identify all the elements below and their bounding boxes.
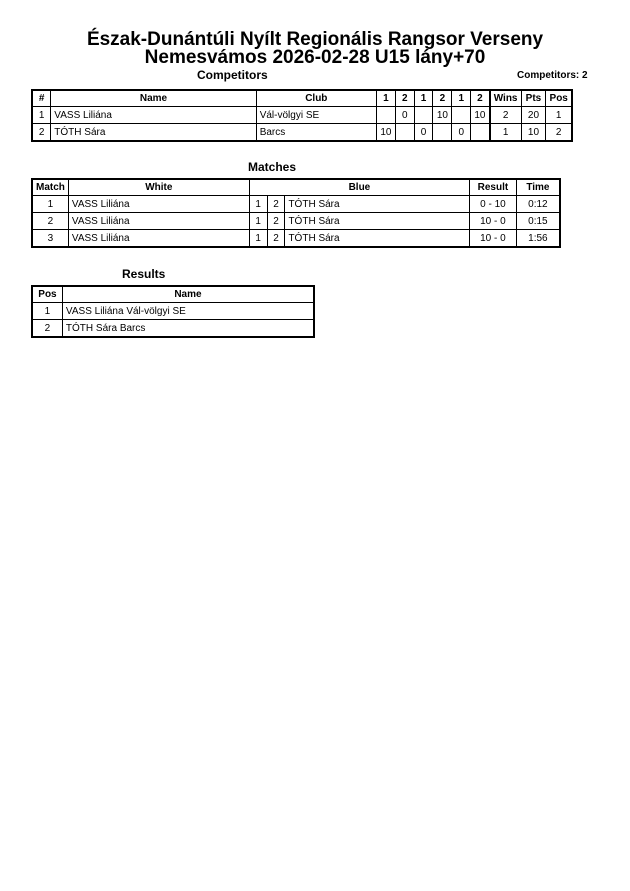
match-blue: TÓTH Sára bbox=[285, 230, 470, 248]
col-score-1a: 1 bbox=[376, 90, 395, 107]
competitors-header-row bbox=[32, 90, 572, 107]
col-club: Club bbox=[256, 90, 376, 107]
match-time: 1:56 bbox=[516, 230, 560, 248]
blue-number: 2 bbox=[267, 213, 285, 230]
col-result-name: Name bbox=[62, 286, 314, 303]
match-time: 0:15 bbox=[516, 213, 560, 230]
results-heading: Results bbox=[122, 267, 166, 281]
score-cell bbox=[452, 107, 471, 124]
match-time: 0:12 bbox=[516, 196, 560, 213]
score-cell bbox=[395, 124, 414, 142]
matches-header-row bbox=[32, 179, 560, 196]
results-table bbox=[31, 285, 315, 338]
competitor-pos: 1 bbox=[546, 107, 572, 124]
title-line-1: Észak-Dunántúli Nyílt Regionális Rangsor Verseny bbox=[86, 29, 544, 50]
competitor-num: 2 bbox=[32, 124, 51, 142]
match-result: 10 - 0 bbox=[470, 213, 517, 230]
match-white: VASS Liliána bbox=[68, 213, 249, 230]
result-pos: 2 bbox=[32, 320, 62, 338]
col-score-2c: 2 bbox=[471, 90, 490, 107]
score-cell: 0 bbox=[414, 124, 433, 142]
table-row bbox=[32, 196, 560, 213]
score-cell: 10 bbox=[433, 107, 452, 124]
col-name: Name bbox=[51, 90, 256, 107]
score-cell: 10 bbox=[471, 107, 490, 124]
competitor-pts: 10 bbox=[521, 124, 546, 142]
white-number: 1 bbox=[249, 230, 267, 248]
white-number: 1 bbox=[249, 213, 267, 230]
match-blue: TÓTH Sára bbox=[285, 213, 470, 230]
result-name: VASS Liliána Vál-völgyi SE bbox=[62, 303, 314, 320]
table-row bbox=[32, 320, 314, 338]
score-cell: 0 bbox=[452, 124, 471, 142]
matches-table bbox=[31, 178, 561, 248]
result-pos: 1 bbox=[32, 303, 62, 320]
title-line-2: Nemesvámos 2026-02-28 U15 lány+70 bbox=[144, 47, 486, 68]
col-num: # bbox=[32, 90, 51, 107]
col-score-2b: 2 bbox=[433, 90, 452, 107]
score-cell: 0 bbox=[395, 107, 414, 124]
table-row bbox=[32, 230, 560, 248]
table-row bbox=[32, 124, 572, 142]
result-name: TÓTH Sára Barcs bbox=[62, 320, 314, 338]
col-blue: Blue bbox=[249, 179, 469, 196]
white-number: 1 bbox=[249, 196, 267, 213]
competitor-name: TÓTH Sára bbox=[51, 124, 256, 142]
col-score-1c: 1 bbox=[452, 90, 471, 107]
results-header-row bbox=[32, 286, 314, 303]
competitor-club: Vál-völgyi SE bbox=[256, 107, 376, 124]
col-time: Time bbox=[516, 179, 560, 196]
match-white: VASS Liliána bbox=[68, 230, 249, 248]
matches-heading: Matches bbox=[248, 160, 297, 174]
col-result-pos: Pos bbox=[32, 286, 62, 303]
col-score-1b: 1 bbox=[414, 90, 433, 107]
match-result: 10 - 0 bbox=[470, 230, 517, 248]
score-cell bbox=[376, 107, 395, 124]
competitor-pos: 2 bbox=[546, 124, 572, 142]
match-result: 0 - 10 bbox=[470, 196, 517, 213]
match-white: VASS Liliána bbox=[68, 196, 249, 213]
match-number: 2 bbox=[32, 213, 68, 230]
score-cell bbox=[471, 124, 490, 142]
score-cell bbox=[433, 124, 452, 142]
col-result: Result bbox=[470, 179, 517, 196]
col-pos: Pos bbox=[546, 90, 572, 107]
col-pts: Pts bbox=[521, 90, 546, 107]
competitor-wins: 1 bbox=[490, 124, 521, 142]
score-cell bbox=[414, 107, 433, 124]
competitor-pts: 20 bbox=[521, 107, 546, 124]
competitor-club: Barcs bbox=[256, 124, 376, 142]
match-number: 1 bbox=[32, 196, 68, 213]
col-wins: Wins bbox=[490, 90, 521, 107]
match-number: 3 bbox=[32, 230, 68, 248]
competitor-wins: 2 bbox=[490, 107, 521, 124]
col-match: Match bbox=[32, 179, 68, 196]
table-row bbox=[32, 107, 572, 124]
match-blue: TÓTH Sára bbox=[285, 196, 470, 213]
competitors-table bbox=[31, 89, 573, 142]
table-row bbox=[32, 303, 314, 320]
table-row bbox=[32, 213, 560, 230]
competitor-num: 1 bbox=[32, 107, 51, 124]
col-white: White bbox=[68, 179, 249, 196]
competitors-count: Competitors: 2 bbox=[517, 70, 588, 81]
competitors-heading: Competitors bbox=[197, 68, 268, 82]
blue-number: 2 bbox=[267, 230, 285, 248]
score-cell: 10 bbox=[376, 124, 395, 142]
blue-number: 2 bbox=[267, 196, 285, 213]
competitor-name: VASS Liliána bbox=[51, 107, 256, 124]
col-score-2a: 2 bbox=[395, 90, 414, 107]
